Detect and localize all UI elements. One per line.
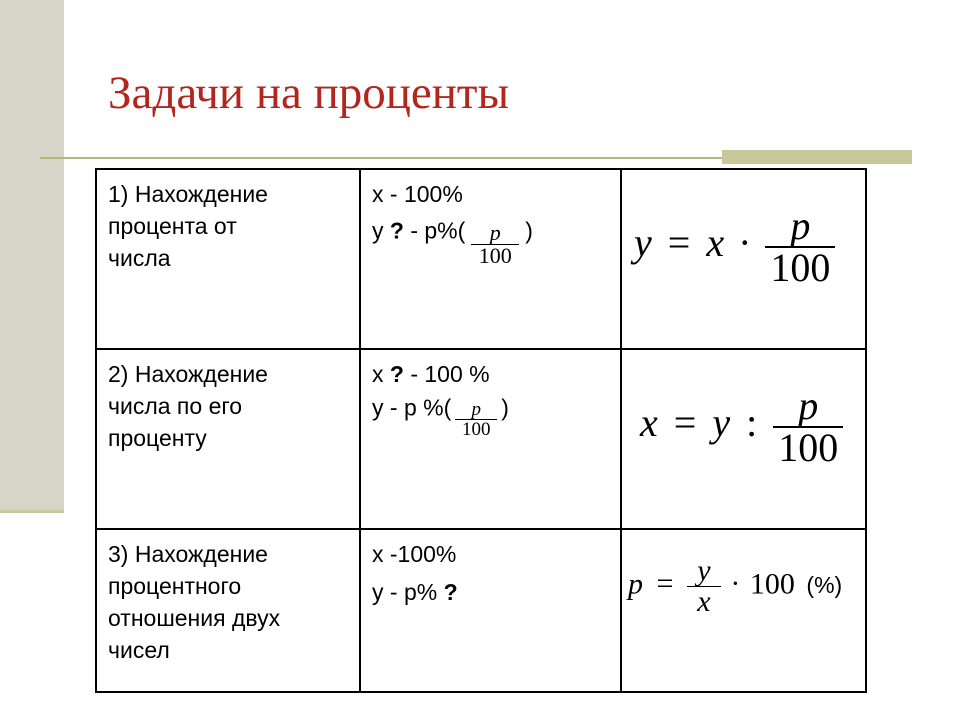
- given-percent: - 100 %: [410, 361, 490, 387]
- fraction: [471, 222, 519, 267]
- given-cell: [360, 529, 621, 692]
- formula-denominator: 100: [778, 425, 839, 470]
- task-text: 3) Нахождение: [108, 541, 268, 567]
- fraction-numerator: p: [489, 220, 501, 245]
- given-close: ): [501, 394, 509, 421]
- formula-operator: :: [746, 400, 758, 446]
- given-line: [372, 210, 620, 268]
- given-var: x: [372, 361, 384, 387]
- given-percent: y - p %(: [372, 394, 452, 421]
- given-cell: [360, 349, 621, 529]
- unknown-mark: ?: [389, 217, 404, 244]
- formula-operator: ·: [738, 220, 752, 266]
- formula-operator: ·: [730, 567, 741, 601]
- formula-fraction: [765, 203, 835, 290]
- table-row: [96, 529, 866, 692]
- given-var: y: [372, 217, 384, 244]
- formula-numerator: p: [790, 203, 811, 248]
- fraction-numerator: p: [471, 399, 481, 420]
- task-text: проценту: [108, 425, 207, 451]
- given-line: x -100%: [372, 541, 457, 567]
- formula-lhs: y: [634, 220, 652, 266]
- task-text: чисел: [108, 637, 170, 663]
- formula-equals: =: [673, 400, 697, 446]
- formula-equals: =: [667, 220, 691, 266]
- formula-numerator: y: [697, 554, 711, 587]
- given-close: ): [525, 217, 533, 244]
- formula-lhs: p: [628, 567, 643, 601]
- formula-fraction: [773, 383, 843, 470]
- percent-problems-table: [95, 168, 867, 693]
- task-text: отношения двух: [108, 605, 281, 631]
- task-cell: [96, 529, 360, 692]
- formula-fraction: [687, 556, 721, 617]
- task-text: процентного: [108, 573, 242, 599]
- formula-denominator: x: [697, 585, 711, 618]
- formula-denominator: 100: [770, 245, 831, 290]
- formula: [634, 203, 835, 290]
- title-divider-accent: [722, 150, 912, 164]
- formula-equals: =: [656, 567, 674, 601]
- formula-unit: (%): [806, 572, 843, 599]
- task-text: числа по его: [108, 393, 243, 419]
- slide-title: Задачи на проценты: [108, 67, 510, 119]
- given-line: x - 100%: [372, 181, 463, 207]
- table-row: [96, 169, 866, 349]
- decorative-side-bar-edge: [0, 510, 64, 513]
- formula-lhs: x: [640, 400, 658, 446]
- formula-cell: [621, 169, 866, 349]
- task-cell: [96, 349, 360, 529]
- formula-constant: 100: [749, 567, 795, 601]
- table-row: [96, 349, 866, 529]
- given-percent: - p%(: [410, 217, 466, 244]
- fraction-denominator: 100: [478, 243, 512, 268]
- formula-var: y: [712, 400, 731, 446]
- unknown-mark: ?: [389, 361, 404, 387]
- task-text: процента от: [108, 213, 237, 239]
- unknown-mark: ?: [443, 579, 458, 605]
- formula-cell: [621, 349, 866, 529]
- formula: [628, 556, 842, 617]
- formula-var: x: [706, 220, 725, 266]
- fraction: [455, 400, 497, 439]
- task-text: числа: [108, 245, 171, 271]
- given-percent: y - p%: [372, 579, 438, 605]
- task-cell: [96, 169, 360, 349]
- task-text: 1) Нахождение: [108, 181, 268, 207]
- task-text: 2) Нахождение: [108, 361, 268, 387]
- formula-cell: [621, 529, 866, 692]
- fraction-denominator: 100: [461, 419, 491, 440]
- given-cell: [360, 169, 621, 349]
- decorative-side-bar: [0, 0, 64, 510]
- given-line: [372, 576, 620, 608]
- given-line: [372, 390, 620, 440]
- formula-numerator: p: [798, 383, 819, 428]
- given-line: [372, 358, 620, 390]
- formula: [640, 383, 843, 470]
